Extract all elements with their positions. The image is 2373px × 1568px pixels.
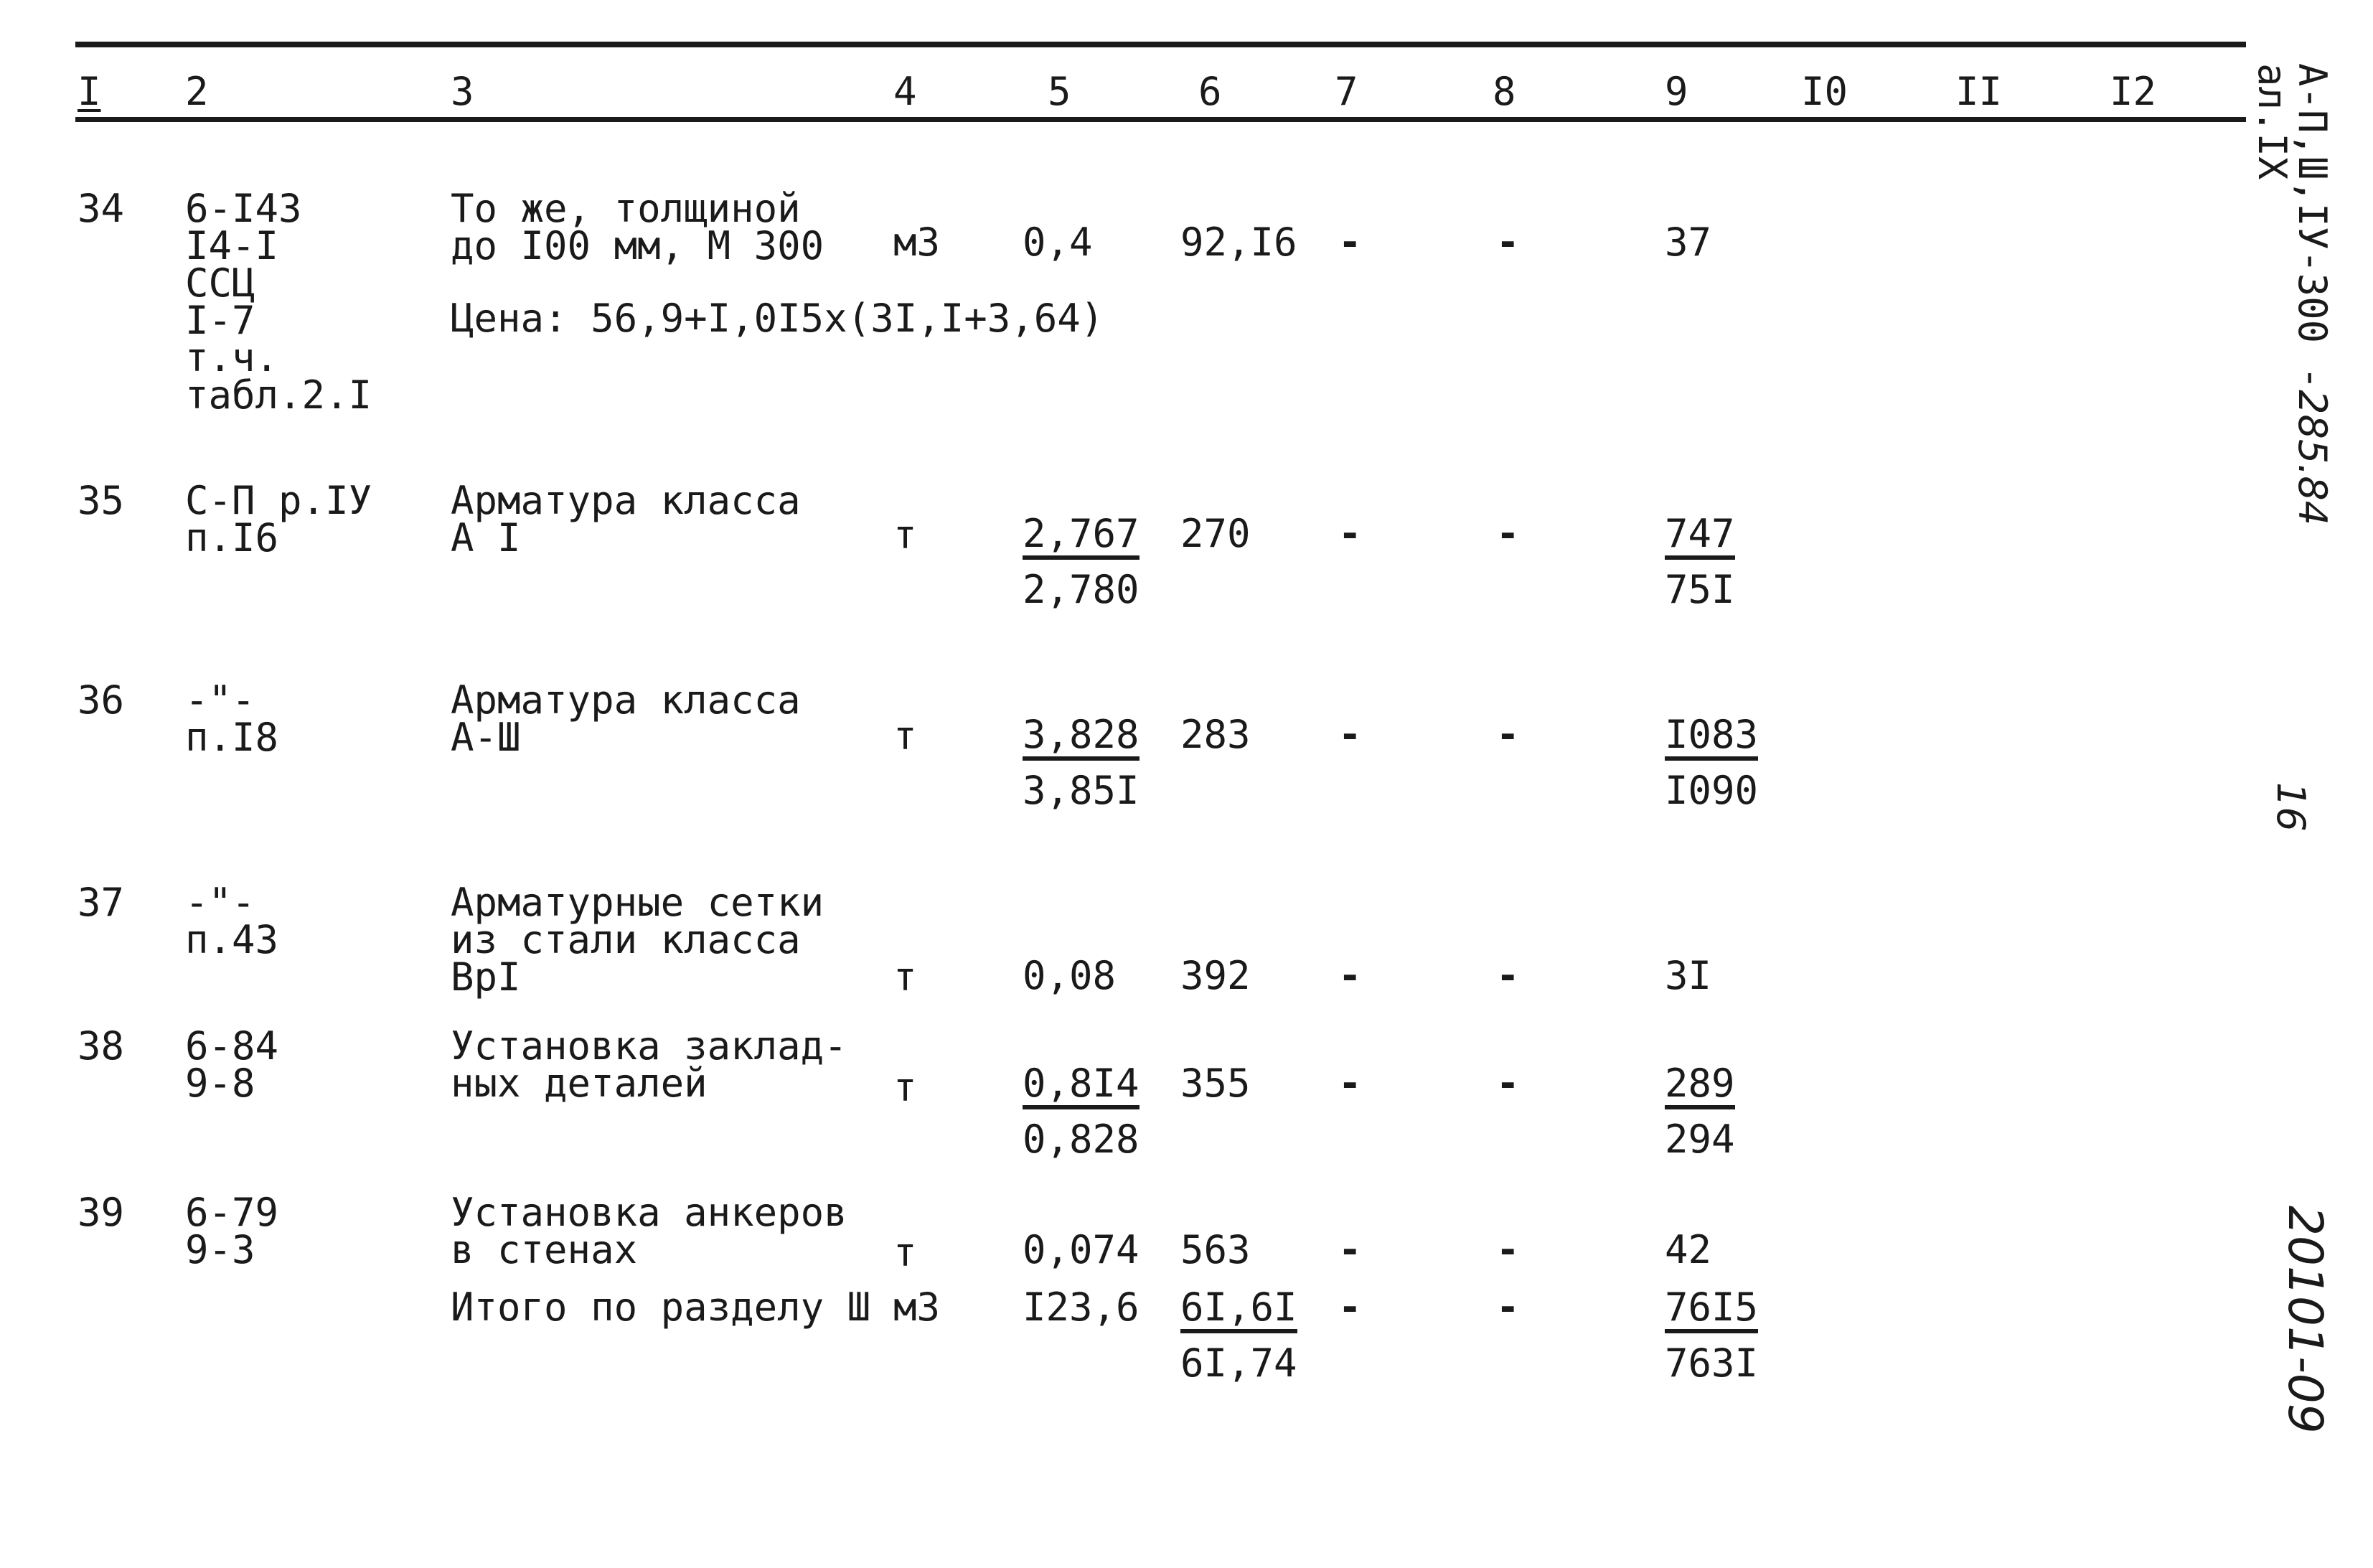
- work-name: Арматурные сетки из стали класса ВрI: [451, 880, 824, 1000]
- total-cost: 3I: [1665, 953, 1712, 998]
- unit: т: [893, 512, 917, 558]
- work-name: Арматура класса А I: [451, 478, 801, 560]
- unit-price: 92,I6: [1180, 220, 1297, 265]
- total-design: I083: [1665, 716, 1758, 761]
- column-header-12: I2: [2110, 69, 2157, 114]
- quantity-with-waste: 2,780: [1023, 567, 1139, 612]
- row-number: 36: [77, 677, 125, 723]
- work-name: Арматура класса А-Ш: [451, 677, 801, 760]
- subtotal-total: [1665, 1285, 1759, 1386]
- page-number: 16: [2268, 782, 2313, 832]
- unit: т: [893, 713, 917, 759]
- unit: т: [893, 954, 917, 1000]
- row-number: 38: [77, 1023, 125, 1069]
- column-8-value: -: [1496, 511, 1520, 556]
- row-number: 37: [77, 880, 125, 925]
- row-number: 39: [77, 1190, 125, 1235]
- total-cost: [1665, 511, 1735, 612]
- work-name: То же, толщиной до I00 мм, М 300: [451, 186, 824, 268]
- column-7-value: -: [1338, 712, 1362, 757]
- series-designation: [2250, 63, 2335, 526]
- quantity: [1023, 1061, 1139, 1162]
- column-8-value: -: [1496, 220, 1520, 265]
- column-header-11: II: [1955, 69, 2003, 114]
- norm-code: С-П р.IУ п.I6: [185, 478, 372, 560]
- column-header-9: 9: [1665, 69, 1688, 114]
- total-cost: 37: [1665, 220, 1712, 265]
- quantity-design: 3,828: [1023, 716, 1139, 761]
- row-number: 35: [77, 478, 125, 523]
- subtotal-column-8: -: [1496, 1285, 1520, 1330]
- work-name: Установка анкеров в стенах: [451, 1190, 847, 1272]
- norm-code: -"- п.I8: [185, 677, 279, 760]
- subtotal-price-with-waste: 6I,74: [1180, 1341, 1297, 1386]
- quantity-design: 0,8I4: [1023, 1065, 1139, 1109]
- total-with-waste: I090: [1665, 768, 1759, 813]
- total-with-waste: 294: [1665, 1117, 1735, 1162]
- series-handwritten-number: 285.84: [2290, 390, 2335, 526]
- column-header-7: 7: [1335, 69, 1358, 114]
- unit-price: 392: [1180, 953, 1251, 998]
- norm-code: 6-I43 I4-I ССЦ I-7 т.ч. табл.2.I: [185, 186, 372, 418]
- column-header-1: I: [77, 69, 101, 114]
- subtotal-unit: м3: [893, 1285, 941, 1330]
- quantity-design: 2,767: [1023, 515, 1139, 560]
- total-design: 289: [1665, 1065, 1735, 1109]
- total-with-waste: 75I: [1665, 567, 1735, 612]
- quantity-with-waste: 0,828: [1023, 1117, 1139, 1162]
- column-8-value: -: [1496, 1061, 1520, 1106]
- norm-code: -"- п.43: [185, 880, 279, 962]
- work-name: Установка заклад- ных деталей: [451, 1023, 847, 1106]
- column-header-3: 3: [451, 69, 474, 114]
- column-header-6: 6: [1198, 69, 1222, 114]
- subtotal-total-with-waste: 763I: [1665, 1341, 1759, 1386]
- subtotal-quantity: I23,6: [1023, 1285, 1139, 1330]
- quantity: [1023, 712, 1139, 813]
- subtotal-unit-price: [1180, 1285, 1297, 1386]
- price-note: Цена: 56,9+I,0I5х(3I,I+3,64): [451, 296, 1104, 341]
- series-line-2: ал.IХ: [2250, 63, 2295, 180]
- quantity: [1023, 511, 1139, 612]
- column-header-4: 4: [893, 69, 917, 114]
- column-8-value: -: [1496, 1227, 1520, 1272]
- quantity: 0,4: [1023, 220, 1093, 265]
- unit-price: 355: [1180, 1061, 1251, 1106]
- column-7-value: -: [1338, 220, 1362, 265]
- column-7-value: -: [1338, 1227, 1362, 1272]
- column-7-value: -: [1338, 1061, 1362, 1106]
- document-number: 20101-09: [2278, 1206, 2333, 1434]
- unit: т: [893, 1230, 917, 1275]
- series-line-1: А-П,Ш,IУ-300 -: [2290, 63, 2335, 390]
- quantity: 0,074: [1023, 1227, 1139, 1272]
- norm-code: 6-79 9-3: [185, 1190, 279, 1272]
- column-header-10: I0: [1801, 69, 1848, 114]
- column-7-value: -: [1338, 953, 1362, 998]
- norm-code: 6-84 9-8: [185, 1023, 279, 1106]
- subtotal-total-design: 76I5: [1665, 1289, 1758, 1333]
- unit-price: 563: [1180, 1227, 1251, 1272]
- total-cost: 42: [1665, 1227, 1712, 1272]
- column-header-2: 2: [185, 69, 209, 114]
- quantity-with-waste: 3,85I: [1023, 768, 1139, 813]
- subtotal-price-design: 6I,6I: [1180, 1289, 1297, 1333]
- unit-price: 283: [1180, 712, 1251, 757]
- subtotal-label: Итого по разделу Ш: [451, 1285, 871, 1330]
- subtotal-column-7: -: [1338, 1285, 1362, 1330]
- column-8-value: -: [1496, 953, 1520, 998]
- column-7-value: -: [1338, 511, 1362, 556]
- top-rule: [75, 42, 2246, 47]
- column-8-value: -: [1496, 712, 1520, 757]
- total-cost: [1665, 1061, 1735, 1162]
- unit-price: 270: [1180, 511, 1251, 556]
- header-rule: [75, 117, 2246, 122]
- column-header-5: 5: [1048, 69, 1071, 114]
- column-header-8: 8: [1493, 69, 1516, 114]
- unit: м3: [893, 220, 941, 265]
- unit: т: [893, 1065, 917, 1110]
- total-cost: [1665, 712, 1759, 813]
- quantity: 0,08: [1023, 953, 1117, 998]
- row-number: 34: [77, 186, 125, 231]
- total-design: 747: [1665, 515, 1735, 560]
